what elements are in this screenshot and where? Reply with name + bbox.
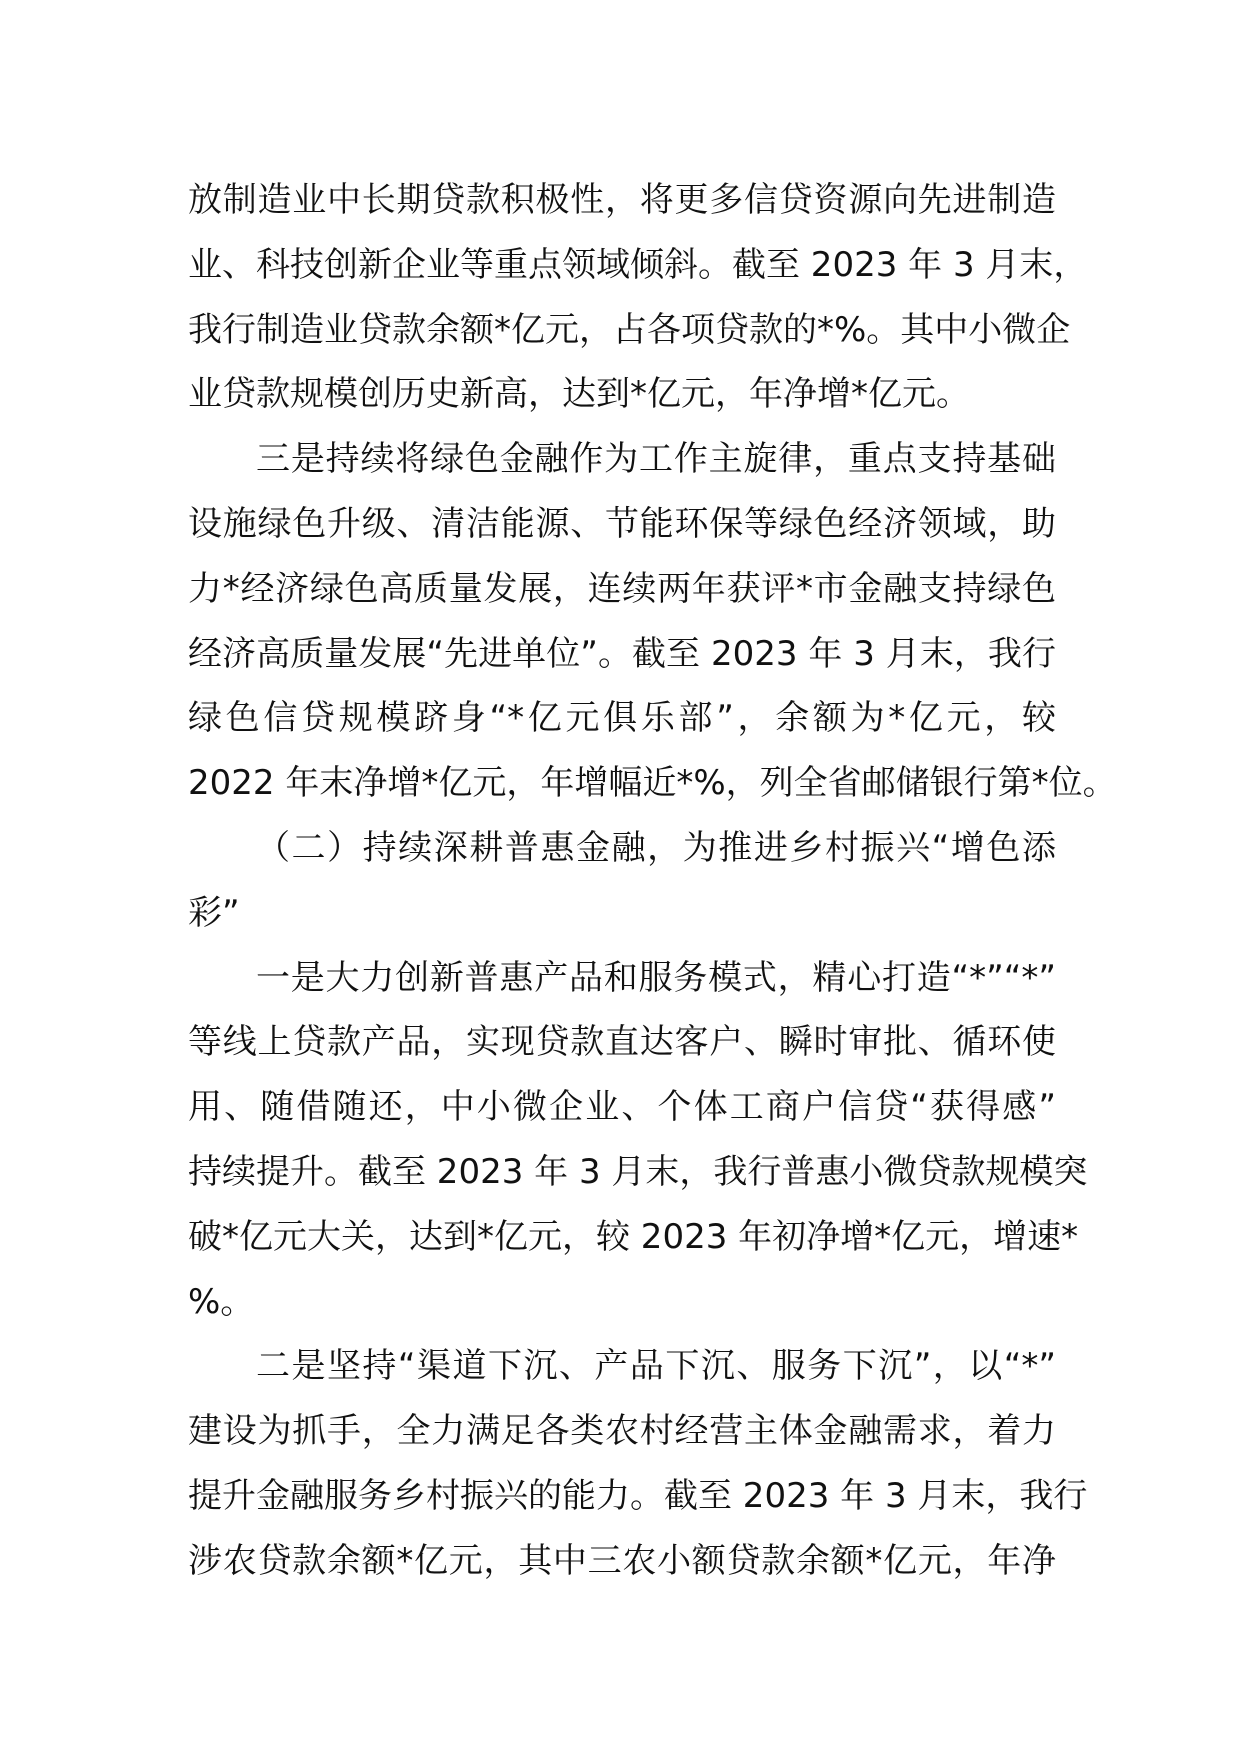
section-heading-continued: 彩” — [188, 892, 240, 933]
text-line: 我行制造业贷款余额*亿元，占各项贷款的*%。其中小微企 — [188, 309, 1071, 350]
text-line: 设施绿色升级、清洁能源、节能环保等绿色经济领域，助 — [188, 503, 1056, 544]
text-line: 2022 年末净增*亿元，年增幅近*%，列全省邮储银行第*位。 — [188, 763, 1117, 804]
paragraph-first-line: 一是大力创新普惠产品和服务模式，精心打造“*”“*” — [256, 957, 1056, 998]
section-heading: （二）持续深耕普惠金融，为推进乡村振兴“增色添 — [256, 827, 1056, 868]
text-line: 建设为抓手，全力满足各类农村经营主体金融需求，着力 — [188, 1411, 1056, 1452]
text-line: 提升金融服务乡村振兴的能力。截至 2023 年 3 月末，我行 — [188, 1475, 1088, 1516]
text-line: 用、随借随还，中小微企业、个体工商户信贷“获得感” — [188, 1087, 1056, 1128]
text-line: 破*亿元大关，达到*亿元，较 2023 年初净增*亿元，增速* — [188, 1216, 1079, 1257]
document-body — [188, 168, 1117, 1594]
text-line: 持续提升。截至 2023 年 3 月末，我行普惠小微贷款规模突 — [188, 1151, 1088, 1192]
text-line: 业、科技创新企业等重点领域倾斜。截至 2023 年 3 月末， — [188, 244, 1088, 285]
text-line: 绿色信贷规模跻身“*亿元俱乐部”，余额为*亿元，较 — [188, 698, 1056, 739]
text-line: 涉农贷款余额*亿元，其中三农小额贷款余额*亿元，年净 — [188, 1540, 1056, 1581]
text-line: 等线上贷款产品，实现贷款直达客户、瞬时审批、循环使 — [188, 1022, 1056, 1063]
text-line: 经济高质量发展“先进单位”。截至 2023 年 3 月末，我行 — [188, 633, 1056, 674]
paragraph-first-line: 二是坚持“渠道下沉、产品下沉、服务下沉”，以“*” — [256, 1346, 1056, 1387]
text-line: %。 — [188, 1281, 255, 1322]
text-line: 业贷款规模创历史新高，达到*亿元，年净增*亿元。 — [188, 374, 970, 415]
text-line: 力*经济绿色高质量发展，连续两年获评*市金融支持绿色 — [188, 568, 1056, 609]
paragraph-first-line: 三是持续将绿色金融作为工作主旋律，重点支持基础 — [256, 439, 1056, 480]
text-line: 放制造业中长期贷款积极性，将更多信贷资源向先进制造 — [188, 180, 1056, 220]
